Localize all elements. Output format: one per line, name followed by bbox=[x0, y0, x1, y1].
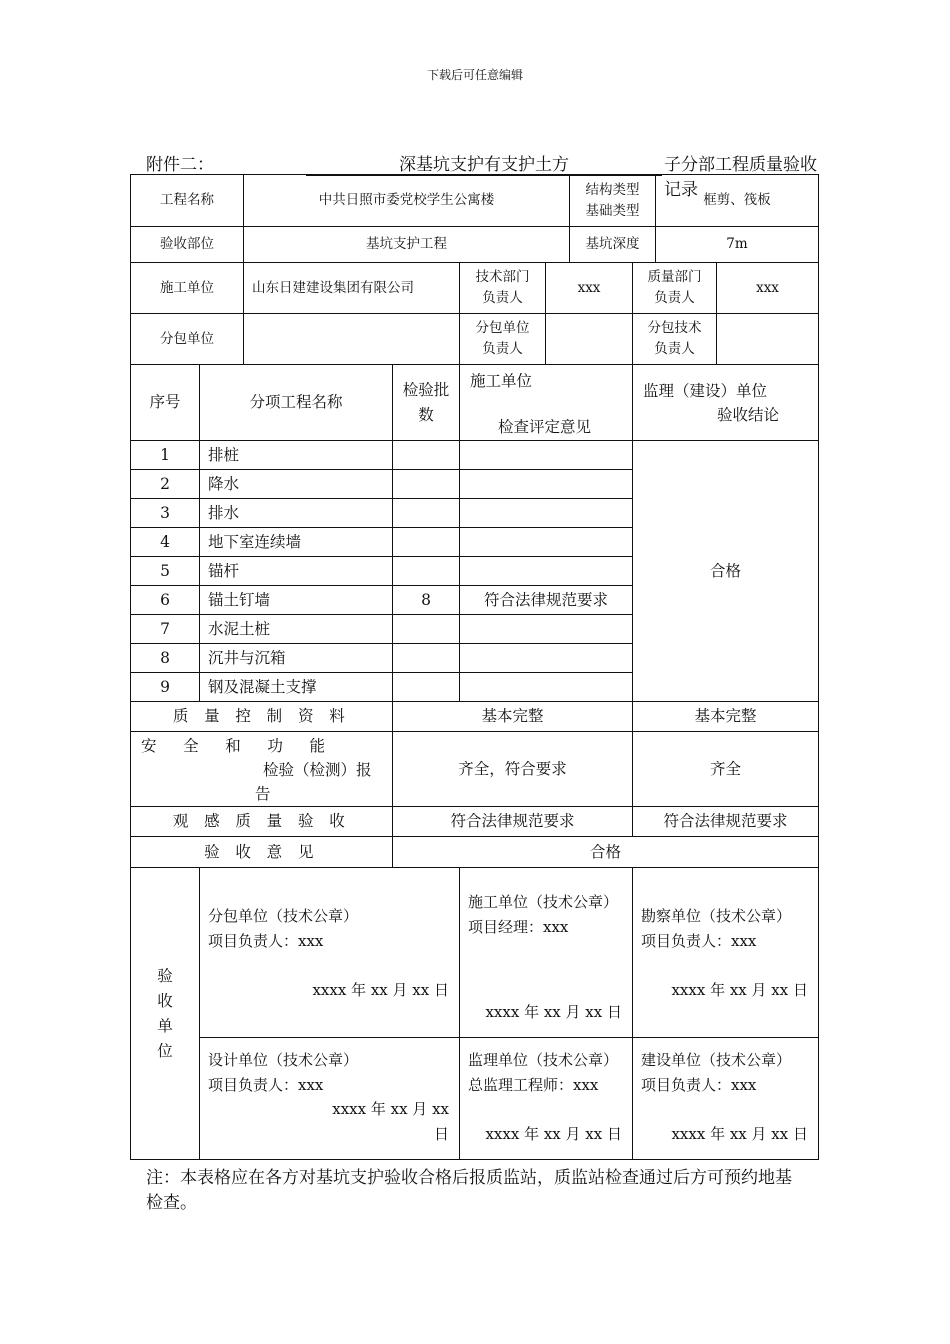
safety-label bbox=[131, 732, 393, 807]
tech-head-label bbox=[460, 263, 546, 314]
appearance-label: 观 感 质 量 验 收 bbox=[131, 807, 393, 837]
quality-docs-contractor: 基本完整 bbox=[393, 702, 633, 732]
page-header-note: 下载后可任意编辑 bbox=[426, 68, 523, 82]
subcontractor-label: 分包单位 bbox=[131, 314, 244, 365]
pit-depth-value: 7m bbox=[656, 227, 819, 263]
safety-supervisor: 齐全 bbox=[633, 732, 819, 807]
item-name: 沉井与沉箱 bbox=[200, 644, 393, 673]
acceptance-units-label bbox=[131, 868, 200, 1160]
item-batches bbox=[393, 673, 460, 702]
item-batches bbox=[393, 441, 460, 470]
item-name: 锚土钉墙 bbox=[200, 586, 393, 615]
acceptance-part-value: 基坑支护工程 bbox=[244, 227, 570, 263]
structure-type-label-line1: 结构类型 bbox=[585, 181, 640, 198]
item-opinion bbox=[460, 615, 633, 644]
safety-contractor: 齐全，符合要求 bbox=[393, 732, 633, 807]
safety-label-line3: 告 bbox=[255, 785, 271, 803]
item-no: 4 bbox=[131, 528, 200, 557]
subcontractor-value bbox=[244, 314, 460, 365]
project-name-label: 工程名称 bbox=[131, 175, 244, 227]
signature-subcontractor bbox=[200, 868, 460, 1038]
supervisor-conclusion-header-line2: 验收结论 bbox=[717, 406, 780, 424]
opinion-value: 合格 bbox=[393, 837, 819, 868]
signature-contractor bbox=[460, 868, 633, 1038]
safety-label-line2: 检验（检测）报 bbox=[263, 761, 372, 779]
tech-head-label-line2: 负责人 bbox=[482, 290, 523, 306]
item-opinion bbox=[460, 470, 633, 499]
signature-date: xxxx 年 xx 月 xx 日 bbox=[312, 981, 449, 999]
sub-tech-label bbox=[633, 314, 717, 365]
contractor-opinion-header-line1: 施工单位 bbox=[470, 372, 533, 390]
signature-unit: 建设单位（技术公章） bbox=[641, 1051, 792, 1069]
supervisor-conclusion-header-line1: 监理（建设）单位 bbox=[643, 382, 768, 400]
title-suffix: 子分部工程质量验收记录 bbox=[664, 155, 817, 200]
signature-date: xxxx 年 xx 月 xx 日 bbox=[671, 981, 808, 999]
footnote: 注：本表格应在各方对基坑支护验收合格后报质监站，质监站检查通过后方可预约地基检查。 bbox=[146, 1168, 792, 1213]
item-batches: 8 bbox=[393, 586, 460, 615]
item-name: 排水 bbox=[200, 499, 393, 528]
item-name: 降水 bbox=[200, 470, 393, 499]
acceptance-units-char: 收 bbox=[157, 991, 173, 1010]
tech-head-value: xxx bbox=[546, 263, 633, 314]
project-name-value: 中共日照市委党校学生公寓楼 bbox=[244, 175, 570, 227]
signature-person: 项目负责人：xxx bbox=[208, 932, 324, 950]
structure-type-label bbox=[570, 175, 656, 227]
item-name: 水泥土桩 bbox=[200, 615, 393, 644]
item-no-header: 序号 bbox=[131, 365, 200, 441]
item-opinion bbox=[460, 441, 633, 470]
item-no: 8 bbox=[131, 644, 200, 673]
item-opinion bbox=[460, 528, 633, 557]
contractor-label: 施工单位 bbox=[131, 263, 244, 314]
signature-unit: 监理单位（技术公章） bbox=[468, 1051, 619, 1069]
batch-count-header-line1: 检验批 bbox=[402, 381, 450, 400]
acceptance-units-char: 位 bbox=[157, 1041, 173, 1060]
item-name: 钢及混凝土支撑 bbox=[200, 673, 393, 702]
signature-owner bbox=[633, 1038, 819, 1160]
item-opinion bbox=[460, 644, 633, 673]
acceptance-part-label: 验收部位 bbox=[131, 227, 244, 263]
signature-unit: 施工单位（技术公章） bbox=[468, 893, 619, 911]
title-subject: 深基坑支护有支护土方 bbox=[306, 150, 662, 176]
acceptance-units-char: 验 bbox=[157, 966, 173, 985]
signature-date: xxxx 年 xx 月 xx 日 bbox=[671, 1125, 808, 1143]
tech-head-label-line1: 技术部门 bbox=[475, 269, 530, 286]
signature-date: xxxx 年 xx 月 xx 日 bbox=[332, 1100, 449, 1143]
contractor-opinion-header-line2: 检查评定意见 bbox=[498, 418, 592, 436]
item-name: 锚杆 bbox=[200, 557, 393, 586]
signature-person: 项目负责人：xxx bbox=[641, 932, 757, 950]
item-name-header: 分项工程名称 bbox=[200, 365, 393, 441]
item-no: 3 bbox=[131, 499, 200, 528]
contractor-value: 山东日建建设集团有限公司 bbox=[244, 263, 460, 314]
appearance-supervisor: 符合法律规范要求 bbox=[633, 807, 819, 837]
sub-head-label bbox=[460, 314, 546, 365]
signature-unit: 勘察单位（技术公章） bbox=[641, 907, 792, 925]
pit-depth-label: 基坑深度 bbox=[570, 227, 656, 263]
safety-label-line1: 安 全 和 功 能 bbox=[141, 737, 336, 755]
opinion-label: 验 收 意 见 bbox=[131, 837, 393, 868]
item-batches bbox=[393, 557, 460, 586]
item-no: 2 bbox=[131, 470, 200, 499]
sub-head-label-line1: 分包单位 bbox=[475, 320, 530, 337]
signature-design bbox=[200, 1038, 460, 1160]
batch-count-header bbox=[393, 365, 460, 441]
items-conclusion: 合格 bbox=[633, 441, 819, 702]
quality-head-label bbox=[633, 263, 717, 314]
contractor-opinion-header bbox=[460, 365, 633, 441]
item-opinion: 符合法律规范要求 bbox=[460, 586, 633, 615]
signature-person: 项目经理：xxx bbox=[468, 918, 569, 936]
structure-type-value: 框剪、筏板 bbox=[656, 175, 819, 227]
item-no: 6 bbox=[131, 586, 200, 615]
item-opinion bbox=[460, 499, 633, 528]
item-batches bbox=[393, 644, 460, 673]
signature-survey bbox=[633, 868, 819, 1038]
signature-person: 项目负责人：xxx bbox=[641, 1076, 757, 1094]
appearance-contractor: 符合法律规范要求 bbox=[393, 807, 633, 837]
item-opinion bbox=[460, 673, 633, 702]
signature-person: 总监理工程师：xxx bbox=[468, 1076, 599, 1094]
item-batches bbox=[393, 615, 460, 644]
quality-head-label-line1: 质量部门 bbox=[647, 269, 702, 286]
item-no: 1 bbox=[131, 441, 200, 470]
signature-person: 项目负责人：xxx bbox=[208, 1076, 324, 1094]
supervisor-conclusion-header bbox=[633, 365, 819, 441]
signature-unit: 设计单位（技术公章） bbox=[208, 1051, 359, 1069]
structure-type-label-line2: 基础类型 bbox=[585, 202, 640, 219]
batch-count-header-line2: 数 bbox=[418, 405, 434, 424]
sub-tech-value bbox=[717, 314, 819, 365]
sub-tech-label-line2: 负责人 bbox=[654, 341, 695, 357]
quality-head-value: xxx bbox=[717, 263, 819, 314]
sub-head-value bbox=[546, 314, 633, 365]
signature-unit: 分包单位（技术公章） bbox=[208, 907, 359, 925]
sub-tech-label-line1: 分包技术 bbox=[647, 320, 702, 337]
signature-date: xxxx 年 xx 月 xx 日 bbox=[485, 1003, 622, 1021]
item-no: 9 bbox=[131, 673, 200, 702]
item-no: 5 bbox=[131, 557, 200, 586]
quality-head-label-line2: 负责人 bbox=[654, 290, 695, 306]
item-batches bbox=[393, 528, 460, 557]
item-no: 7 bbox=[131, 615, 200, 644]
item-batches bbox=[393, 499, 460, 528]
table-row bbox=[131, 441, 819, 470]
item-name: 排桩 bbox=[200, 441, 393, 470]
title-prefix: 附件二： bbox=[146, 155, 214, 175]
quality-docs-supervisor: 基本完整 bbox=[633, 702, 819, 732]
item-batches bbox=[393, 470, 460, 499]
acceptance-record-table bbox=[130, 174, 819, 1160]
item-name: 地下室连续墙 bbox=[200, 528, 393, 557]
sub-head-label-line2: 负责人 bbox=[482, 341, 523, 357]
item-opinion bbox=[460, 557, 633, 586]
quality-docs-label: 质 量 控 制 资 料 bbox=[131, 702, 393, 732]
signature-supervision bbox=[460, 1038, 633, 1160]
acceptance-units-char: 单 bbox=[157, 1016, 173, 1035]
signature-date: xxxx 年 xx 月 xx 日 bbox=[485, 1125, 622, 1143]
